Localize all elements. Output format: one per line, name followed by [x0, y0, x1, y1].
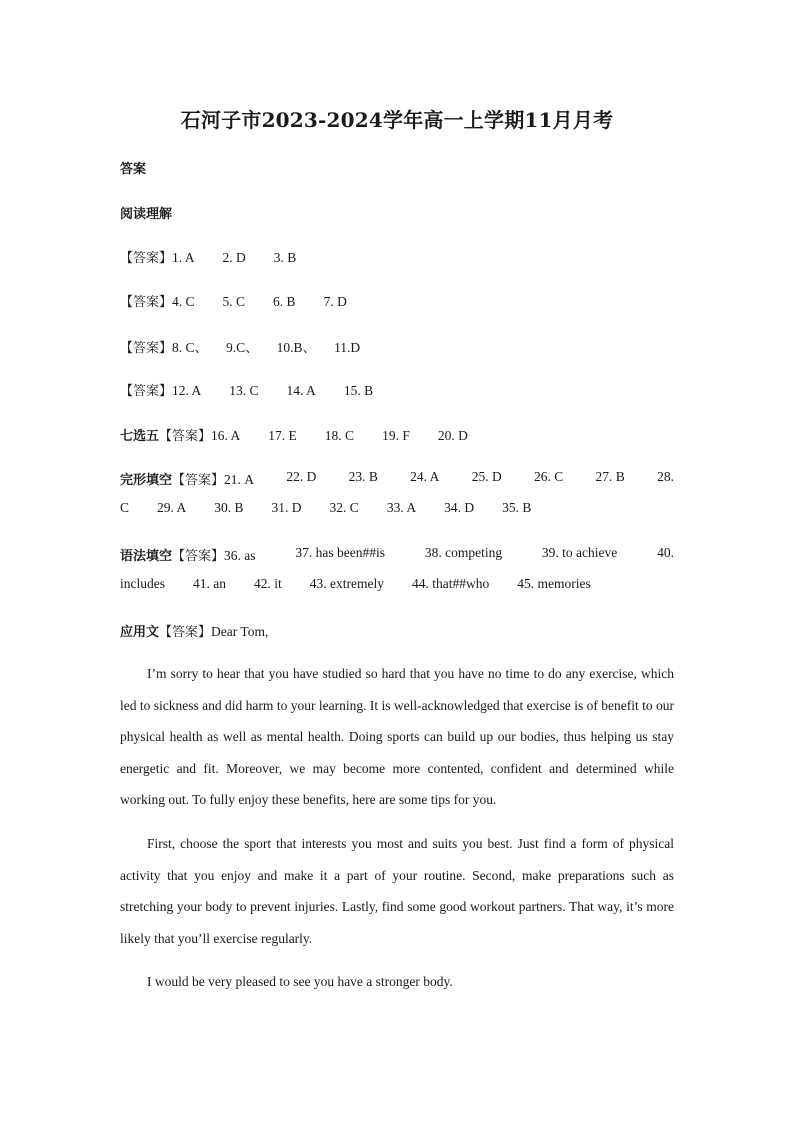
answer-item: 21. A [224, 472, 255, 487]
answer-item: 44. that##who [412, 576, 490, 591]
answer-item: 5. C [222, 294, 246, 309]
answer-tag: 【答案】 [159, 625, 212, 640]
page-title: 石河子市2023-2024学年高一上学期11月月考 [180, 108, 614, 132]
answer-item: 34. D [444, 500, 475, 515]
grammar-answers-line-1 [120, 545, 674, 564]
answer-item: 30. B [214, 500, 244, 515]
answer-item: 22. D [286, 469, 317, 484]
answer-item: 6. B [273, 294, 296, 309]
answer-item: 16. A [211, 428, 241, 443]
answer-tag: 【答案】 [120, 251, 173, 266]
answer-item: 23. B [348, 469, 378, 484]
reading-answers-3 [120, 336, 360, 356]
answer-item: 3. B [273, 250, 297, 265]
answer-item: 7. D [323, 294, 347, 309]
answer-tag: 【答案】 [120, 384, 173, 399]
cloze-answers-line-1 [120, 469, 674, 488]
qixuanwu-answers [120, 425, 468, 444]
answer-tag: 【答案】 [172, 473, 225, 488]
letter-paragraph-1: I’m sorry to hear that you have studied so hard that you have no time to do any exercise, which led to sickness and did harm to your learning. It is well-acknowledged that exercise is of benefit to our physical health as well as mental health. Doing sports can build up our bodies, thus helping us stay energetic and fit. Moreover, we may become more contented, confident and determined while working out. To fully enjoy these benefits, here are some tips for you. [120, 666, 674, 807]
answer-item: 37. has been##is [295, 545, 385, 560]
answer-item: 4. C [172, 294, 195, 309]
reading-answers-4 [120, 380, 373, 399]
reading-answers-1 [120, 247, 296, 266]
answer-item: 31. D [271, 500, 302, 515]
answer-item: 8. C、 [172, 340, 209, 355]
answer-item: 9.C、 [226, 340, 259, 355]
answer-tag: 【答案】 [120, 341, 173, 356]
answer-item: 13. C [229, 383, 259, 398]
answer-item: 42. it [254, 576, 282, 591]
letter-paragraph-2: First, choose the sport that interests you most and suits you best. Just find a form of physical activity that you enjoy and make it a part of your routine. Second, make preparations such as stretching your body to prevent injuries. Lastly, find some good workout partners. That way, it’s more likely that you’ll exercise regularly. [120, 836, 674, 946]
answer-item: 19. F [382, 428, 410, 443]
answer-item: 29. A [157, 500, 187, 515]
answer-item: 28. [657, 469, 674, 484]
answer-item: 12. A [172, 383, 202, 398]
answer-item: 36. as [224, 548, 256, 563]
section-label: 七选五 [120, 429, 160, 444]
answer-item: 39. to achieve [541, 545, 618, 560]
answer-item: 45. memories [517, 576, 591, 591]
answer-item: 38. competing [424, 545, 503, 560]
cloze-answers-line-2 [120, 500, 531, 516]
answer-item: 33. A [386, 500, 417, 515]
answer-item: 2. D [222, 250, 246, 265]
answer-item: 25. D [471, 469, 502, 484]
answer-item: 40. [657, 545, 674, 560]
section-label: 完形填空 [120, 473, 173, 488]
letter-paragraph-3: I would be very pleased to see you have a stronger body. [147, 974, 453, 989]
answer-item: 24. A [410, 469, 440, 484]
answer-item: 1. A [172, 250, 195, 265]
answer-item: 26. C [533, 469, 564, 484]
answer-item: 43. extremely [309, 576, 384, 591]
answer-tag: 【答案】 [120, 295, 173, 310]
answer-tag: 【答案】 [159, 429, 212, 444]
section-label: 应用文 [120, 625, 160, 640]
reading-answers-2 [120, 291, 347, 310]
answer-item: 10.B、 [276, 340, 317, 355]
heading-reading: 阅读理解 [120, 207, 173, 222]
answer-item: 15. B [343, 383, 374, 398]
letter-salutation: Dear Tom, [211, 624, 269, 639]
answer-item: 32. C [329, 500, 359, 515]
answer-item: 11.D [334, 340, 361, 355]
answer-item: 18. C [324, 428, 355, 443]
writing-heading [120, 621, 268, 640]
grammar-answers-line-2 [120, 576, 591, 592]
answer-item: 17. E [268, 428, 297, 443]
answer-item: includes [120, 576, 165, 591]
heading-answers: 答案 [120, 162, 147, 177]
section-label: 语法填空 [120, 549, 173, 564]
answer-item: 20. D [437, 428, 468, 443]
answer-tag: 【答案】 [172, 549, 225, 564]
answer-item: 41. an [193, 576, 226, 591]
answer-item: 27. B [595, 469, 625, 484]
answer-item: 35. B [502, 500, 532, 515]
answer-item: 14. A [286, 383, 316, 398]
answer-item: C [120, 500, 130, 515]
